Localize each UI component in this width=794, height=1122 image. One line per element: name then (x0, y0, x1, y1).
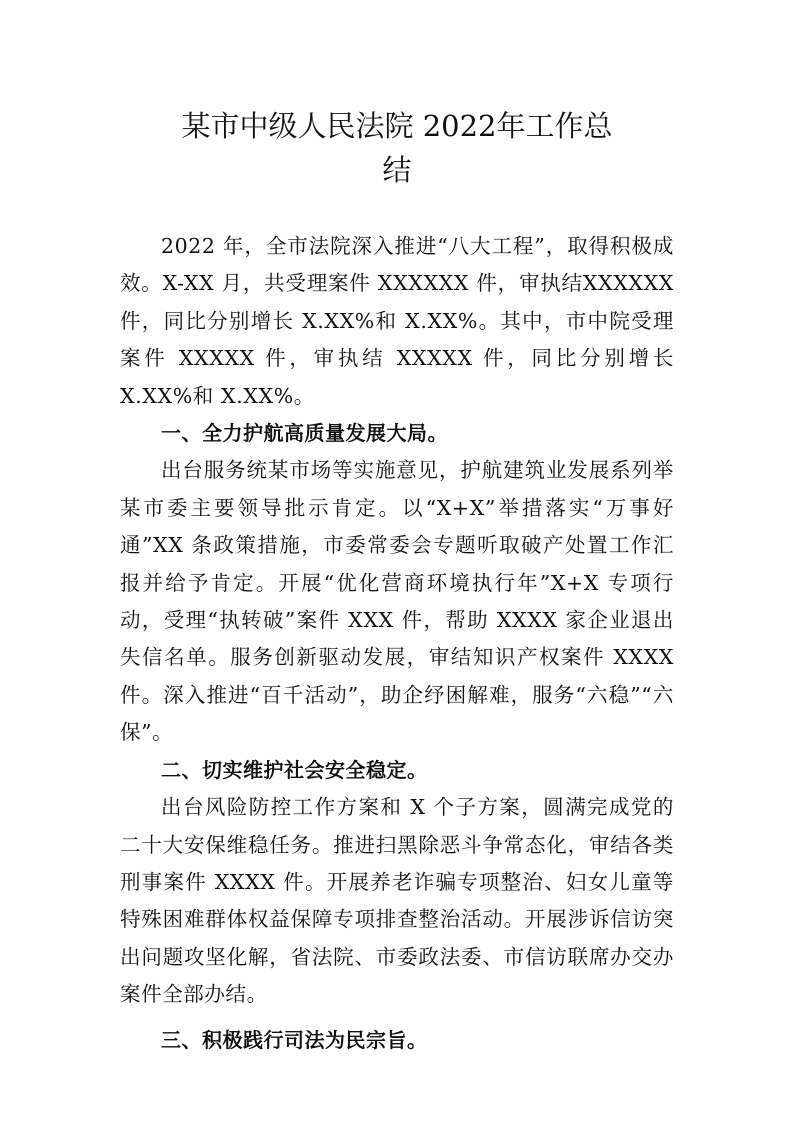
section-paragraph-2: 出台风险防控工作方案和 X 个子方案，圆满完成党的二十大安保维稳任务。推进扫黑除恶斗争常态化，审结各类刑事案件 XXXX 件。开展养老诈骗专项整治、妇女儿童等特殊困难群体权益保障专项排查整治活动。开展涉诉信访突出问题攻坚化解，省法院、市委政法委、市信访联席办交办案件全部办结。 (120, 795, 674, 1007)
section-heading-2: 二、切实维护社会安全稳定。 (161, 757, 428, 782)
document-title: 某市中级人民法院 2022年工作总结 (181, 109, 613, 187)
section-heading-1: 一、全力护航高质量发展大局。 (161, 421, 448, 446)
intro-paragraph: 2022 年，全市法院深入推进“八大工程”，取得积极成效。X-XX 月，共受理案件 XXXXXX 件，审执结XXXXXX件，同比分别增长 X.XX%和 X.XX%。其中，市中院受理案件 XXXXX 件，审执结 XXXXX 件，同比分别增长 X.XX%和 X.XX%。 (120, 234, 674, 408)
section-heading-3: 三、积极践行司法为民宗旨。 (161, 1027, 428, 1052)
section-paragraph-1: 出台服务统某市场等实施意见，护航建筑业发展系列举某市委主要领导批示肯定。以“X+X”举措落实“万事好通”XX 条政策措施，市委常委会专题听取破产处置工作汇报并给予肯定。开展“优化营商环境执行年”X+X 专项行动，受理“执转破”案件 XXX 件，帮助 XXXX 家企业退出失信名单。服务创新驱动发展，审结知识产权案件 XXXX 件。深入推进“百千活动”，助企纾困解难，服务“六稳”“六保”。 (120, 458, 674, 745)
document-body (120, 228, 674, 1059)
paragraph-spacer (120, 1014, 674, 1022)
